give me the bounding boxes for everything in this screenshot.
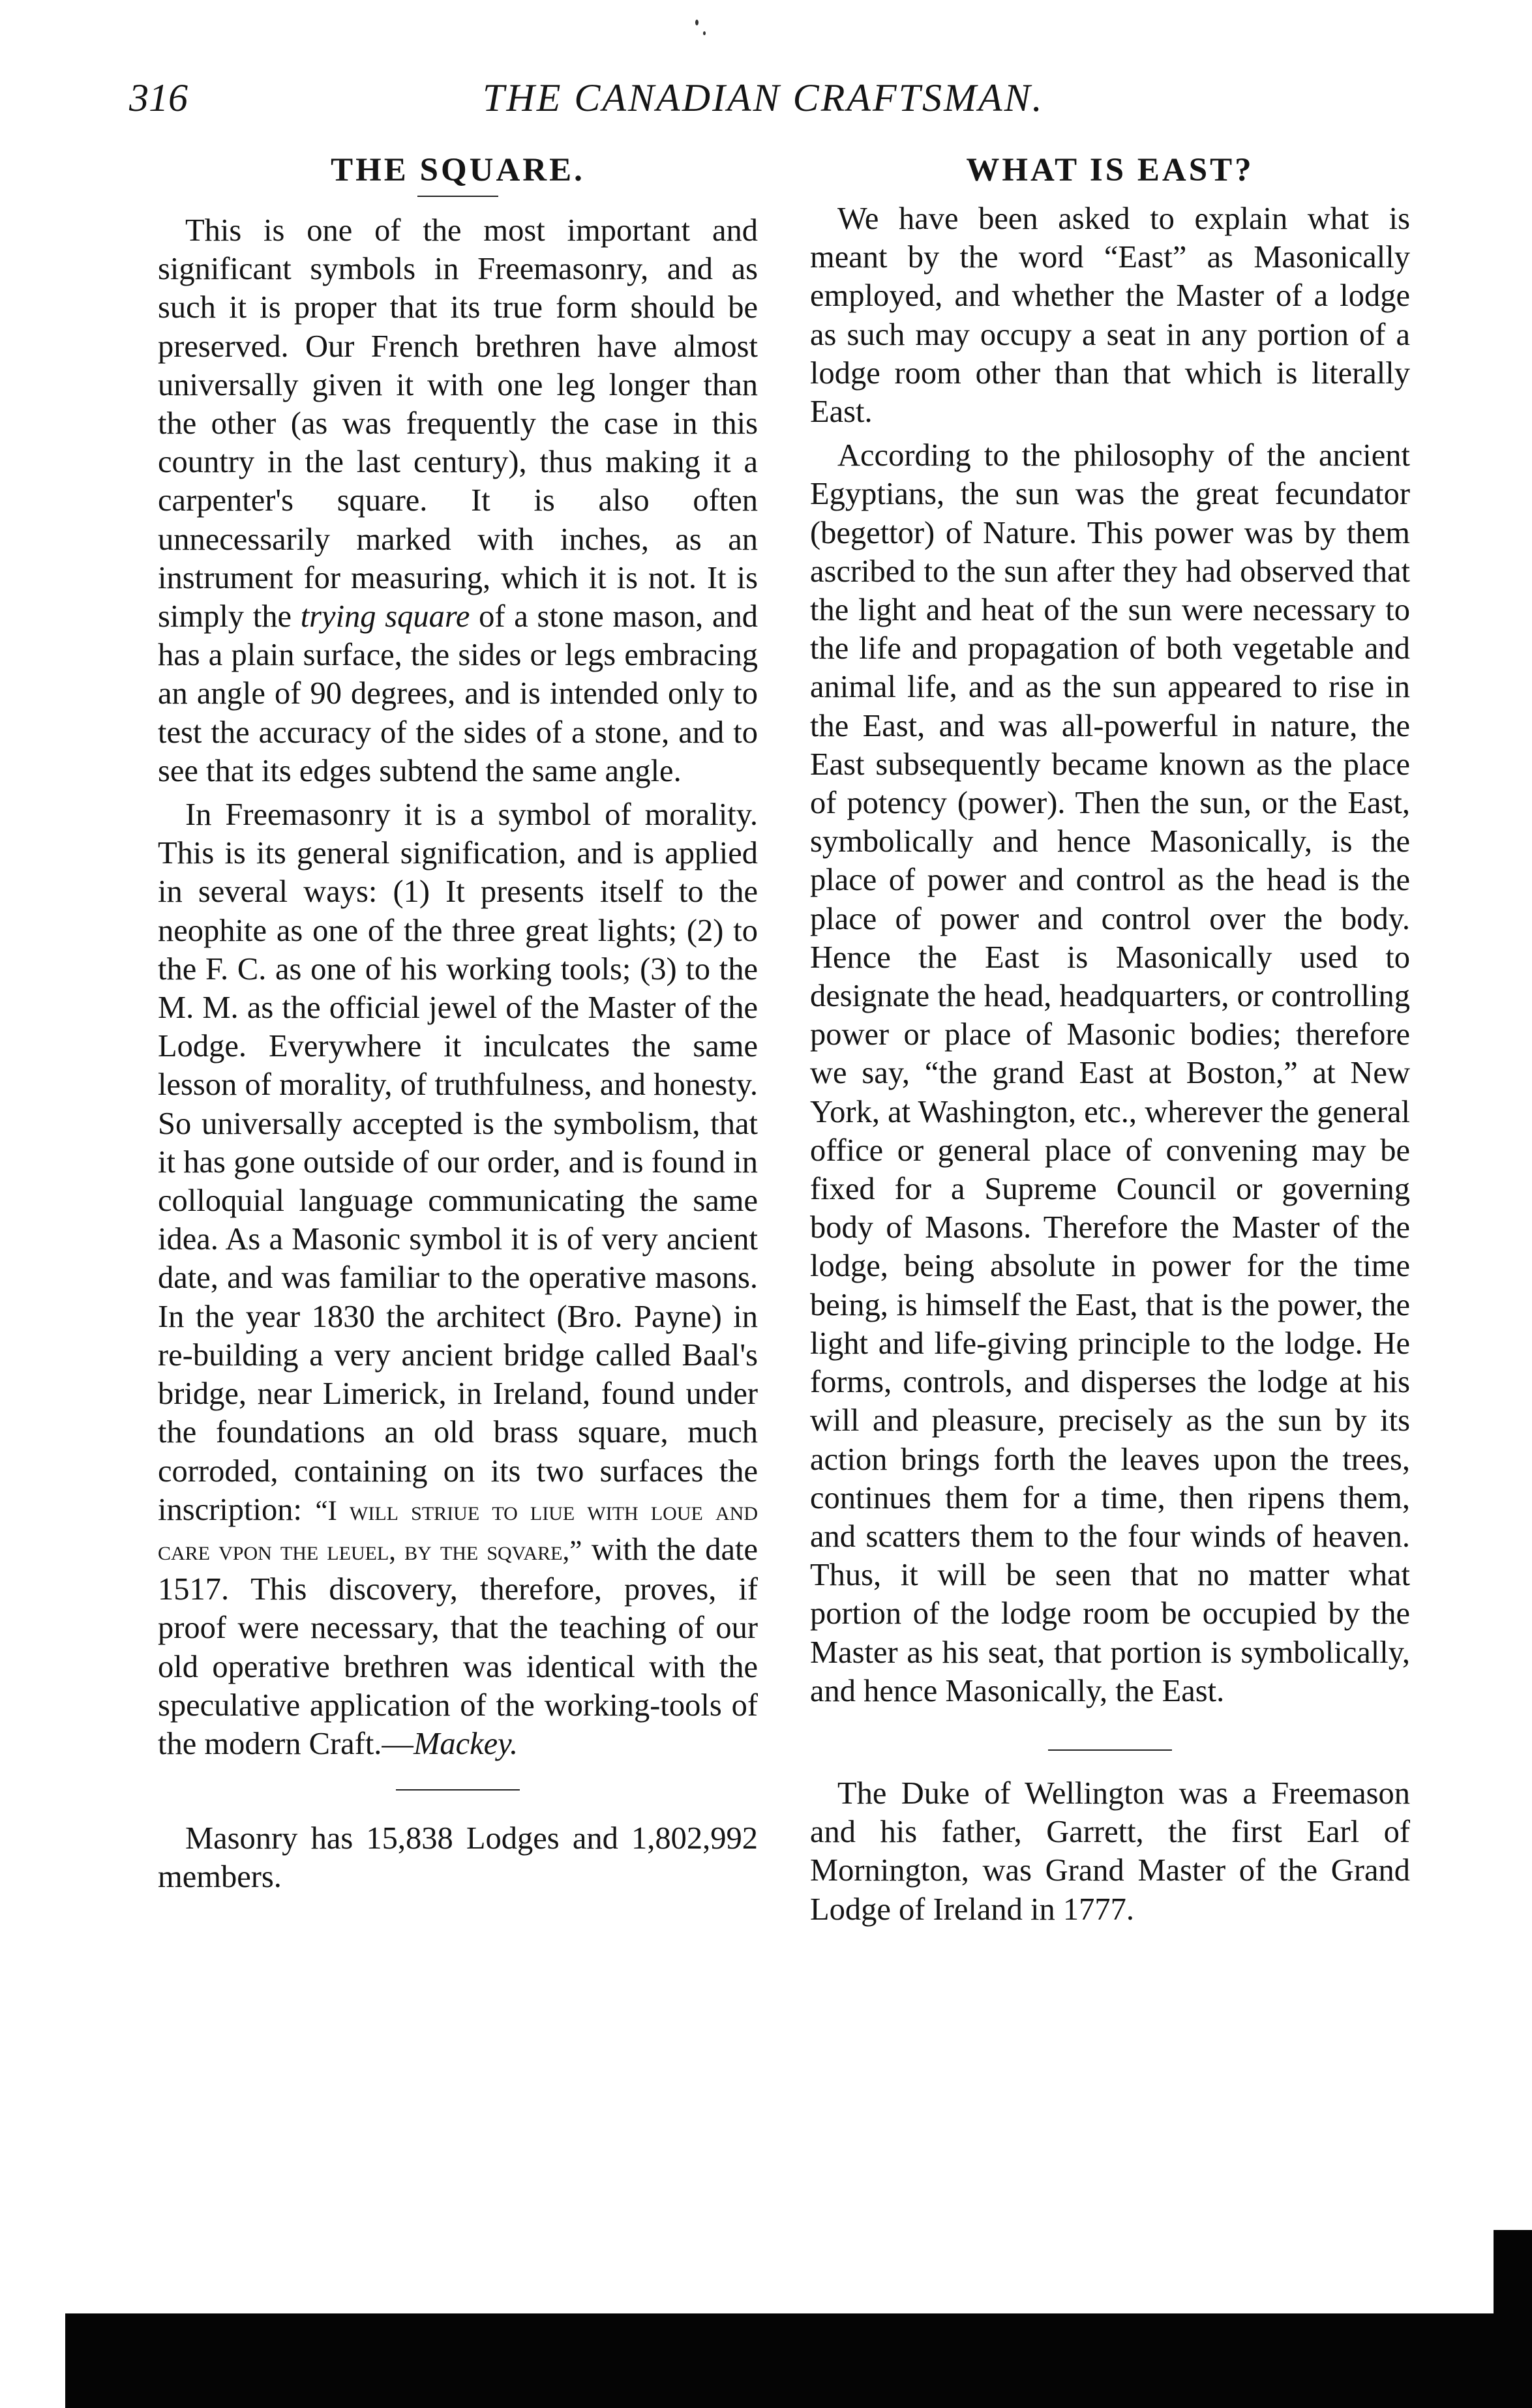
page-number: 316 — [129, 76, 188, 119]
running-head: THE CANADIAN CRAFTSMAN. — [483, 76, 1044, 119]
filler-note: The Duke of Wellington was a Freemason and his father, Garrett, the first Earl of Mornington, was Grand Master of the Grand Lodge of Ireland in 1777. — [810, 1776, 1410, 1927]
right-column — [810, 145, 1410, 1929]
article-heading-the-square: THE SQUARE. — [331, 152, 585, 188]
print-speck — [703, 31, 706, 35]
article-heading-what-is-east: WHAT IS EAST? — [966, 152, 1254, 188]
filler-note: Masonry has 15,838 Lodges and 1,802,992 members. — [158, 1821, 758, 1895]
section-rule — [1048, 1749, 1172, 1751]
attribution: Mackey. — [413, 1726, 518, 1761]
scan-bottom-border — [65, 2313, 1532, 2408]
paragraph-text: with the date 1517. This discovery, therefore, proves, if proof were necessary, that the teaching of our old operative brethren was identical with the speculative application of the working-tools of the modern Craft.— — [158, 1532, 758, 1761]
scan-edge-shadow — [1494, 2230, 1532, 2321]
print-speck — [695, 20, 698, 25]
article-paragraph — [158, 211, 758, 790]
section-rule — [396, 1789, 520, 1791]
paragraph-text: In Freemasonry it is a symbol of morality. This is its general signification, and is applied in several ways: (1) It presents itself to the neophite as one of the three great lights; (2) to the F. C. as one of his working tools; (3) to the M. M. as the official jewel of the Master of the Lodge. Everywhere it inculcates the same lesson of morality, of truthfulness, and honesty. So universally accepted is the symbolism, that it has gone outside of our order, and is found in colloquial language communicating the same idea. As a Masonic symbol it is of very ancient date, and was familiar to the operative masons. In the year 1830 the architect (Bro. Payne) in re-building a very ancient bridge called Baal's bridge, near Limerick, in Ireland, found under the foundations an old brass square, much corroded, containing on its two surfaces the inscription: — [158, 797, 758, 1527]
paragraph-text: This is one of the most important and significant symbols in Freemasonry, and as such it is proper that its true form should be preserved. Our French brethren have almost universally given it with one leg longer than the other (as was frequently the case in this country in the last century), thus making it a carpenter's square. It is also often unnecessarily marked with inches, as an instrument for measuring, which it is not. It is simply the — [158, 213, 758, 634]
italic-term: trying square — [300, 599, 470, 634]
left-column — [158, 145, 758, 1897]
article-paragraph — [158, 795, 758, 1763]
paragraph-text: of a stone mason, and has a plain surface, the sides or legs embracing an angle of 90 degrees, and is intended only to test the accuracy of the sides of a stone, and to see that its edges subtend the same angle. — [158, 599, 758, 788]
article-paragraph: We have been asked to explain what is meant by the word “East” as Masonically employed, and whether the Master of a lodge as such may occupy a seat in any portion of a lodge room other than that which is literally East. — [810, 201, 1410, 430]
article-paragraph: According to the philosophy of the ancient Egyptians, the sun was the great fecundator (begettor) of Nature. This power was by them ascribed to the sun after they had observed that the light and heat of the sun were necessary to the life and propagation of both vegetable and animal life, and as the sun appeared to rise in the East, and was all-powerful in nature, the East subsequently became known as the place of potency (power). Then the sun, or the East, symbolically and hence Masonically, is the place of power and control as the head is the place of power and control over the body. Hence the East is Masonically used to designate the head, headquarters, or controlling power or place of Masonic bodies; therefore we say, “the grand East at Boston,” at New York, at Washington, etc., wherever the general office or general place of convening may be fixed for a Supreme Council or governing body of Masons. Therefore the Master of the lodge, being absolute in power for the time being, is himself the East, that is the power, the light and life-giving principle to the lodge. He forms, controls, and disperses the lodge at his will and pleasure, precisely as the sun by its action brings forth the leaves upon the trees, continues them for a time, then ripens them, and scatters them to the four winds of heaven. Thus, it will be seen that no matter what portion of the lodge room be occupied by the Master as his seat, that portion is symbolically, and hence Masonically, the East. — [810, 438, 1410, 1708]
inscription-text: “I will striue to liue with loue and care vpon the leuel, by the sqvare,” — [158, 1495, 758, 1566]
